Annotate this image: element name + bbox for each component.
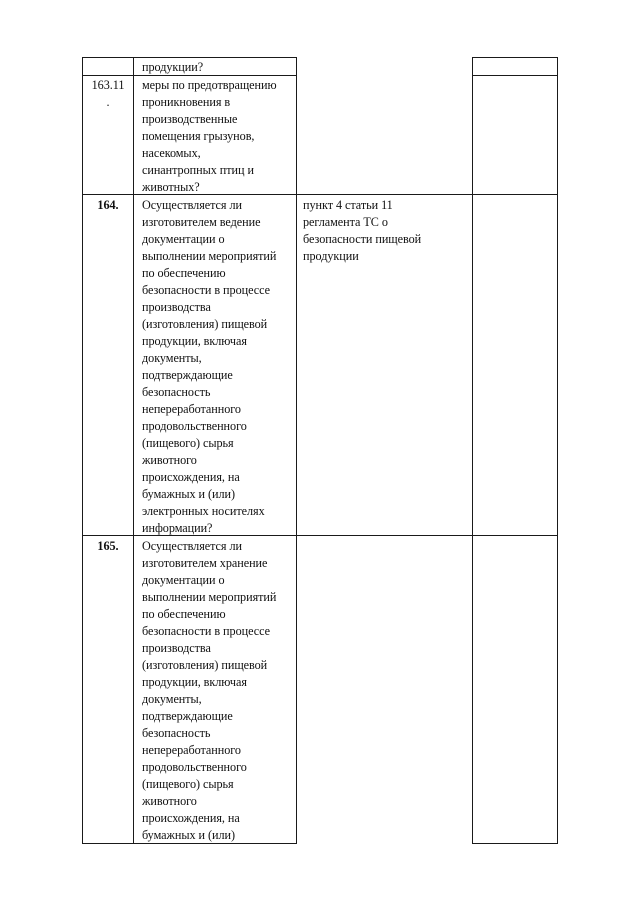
regulation-reference: пункт 4 статьи 11 регламента ТС о безопасности пищевой продукции [303,198,422,263]
question-cell: Осуществляется ли изготовителем хранение документации о выполнении мероприятий по обеспечению безопасности в процессе производства (изготовления) пищевой продукции, включая документы, подтверждающие безопасность непереработанного продовольственного (пищевого) сырья животного происхождения, на бумажных и (или) [142,539,277,842]
table-bottom-border-right [472,843,558,844]
table-top-border [82,57,297,58]
table-left-border [82,57,83,844]
column-divider [472,57,473,844]
column-divider [133,57,134,844]
row-divider-right [472,75,558,76]
row-divider-right [472,535,558,536]
item-number: 163.11 . [91,78,125,109]
question-cell: Осуществляется ли изготовителем ведение документации о выполнении мероприятий по обеспечению безопасности в процессе производства (изготовления) пищевой продукции, включая документы, подтверждающие безопасность непереработанного продовольственного (пищевого) сырья животного происхождения, на бумажных и (или) электронных носителях информации? [142,198,277,535]
table-right-border [557,57,558,844]
column-divider [296,57,297,844]
table-top-border-right [472,57,558,58]
question-cell: меры по предотвращению проникновения в производственные помещения грызунов, насекомых, синантропных птиц и животных? [142,78,277,194]
row-divider-right [472,194,558,195]
item-number: 164. [97,198,119,212]
item-number: 165. [97,539,119,553]
question-cell: продукции? [142,60,204,74]
